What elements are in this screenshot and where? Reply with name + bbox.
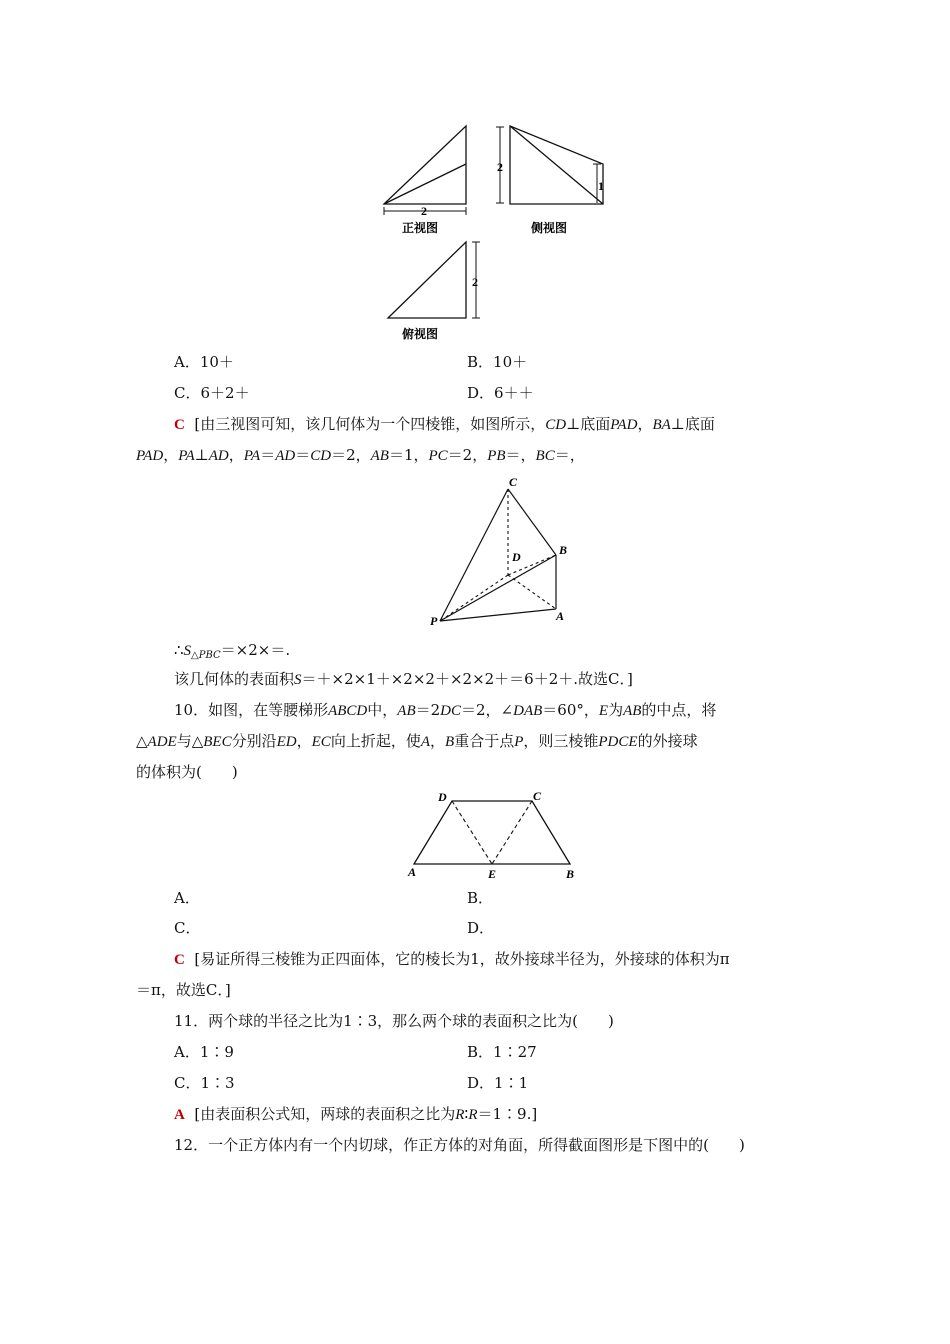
- q9-option-c: C．6＋2＋: [174, 384, 250, 402]
- q9-exp1-d: PAD: [610, 417, 638, 433]
- q11-exp-c: ∶: [464, 1105, 469, 1123]
- q9-exp1-e: ，: [637, 415, 653, 433]
- q11-exp-b: R: [455, 1107, 465, 1123]
- q10-s2-p: PDCE: [598, 734, 638, 750]
- q9-exp2-r: ＝，: [505, 446, 536, 464]
- trap-label-b: B: [566, 867, 575, 881]
- q9-exp2-m: AB: [370, 448, 389, 464]
- q10-s2-k: ，: [430, 732, 446, 750]
- q10-s2-g: ，: [296, 732, 312, 750]
- q12-stem: 12．一个正方体内有一个内切球，作正方体的对角面，所得截面图形是下图中的( ): [174, 1136, 745, 1154]
- q10-s2-q: 的外接球: [637, 732, 698, 750]
- q9-exp1-g: ⊥底面: [670, 415, 715, 433]
- q10-explanation-line2: ＝π，故选C．]: [136, 981, 231, 999]
- q10-s2-e: 分别沿: [231, 732, 277, 750]
- q10-s1-a: 10．如图，在等腰梯形: [174, 701, 329, 719]
- q9-exp2-c: PA: [178, 448, 195, 464]
- q10-s2-a: △: [136, 732, 148, 750]
- q11-exp-e: ＝1∶9.]: [477, 1105, 538, 1123]
- q11-explanation: [174, 1104, 537, 1125]
- q9-area-c: ＝×2×＝.: [220, 641, 291, 659]
- q10-exp1: [易证所得三棱锥为正四面体，它的棱长为1，故外接球半径为，外接球的体积为π: [194, 950, 730, 968]
- q10-s1-l: AB: [623, 703, 642, 719]
- pyramid-label-d: D: [512, 550, 521, 564]
- q10-s1-f: DC: [440, 703, 461, 719]
- q9-exp2-o: PC: [428, 448, 448, 464]
- q10-s1-m: 的中点，将: [641, 701, 717, 719]
- q9-exp2-g: PA: [243, 448, 261, 464]
- q9-exp2-l: ＝2，: [331, 446, 371, 464]
- q10-s2-o: ，则三棱锥: [523, 732, 599, 750]
- q9-area-b: S: [183, 643, 192, 659]
- q11-answer: A: [174, 1107, 185, 1123]
- q9-exp2-k: CD: [310, 448, 332, 464]
- q9-surface-b: S: [294, 672, 302, 688]
- q10-s2-j: A: [420, 734, 430, 750]
- q9-exp2-d: ⊥: [194, 446, 209, 464]
- q9-exp2-i: AD: [275, 448, 296, 464]
- q10-s1-e: ＝2: [415, 701, 441, 719]
- q10-option-a: A．: [174, 889, 200, 907]
- q10-s2-c: 与△: [176, 732, 204, 750]
- side-view-dim-right: 1: [598, 179, 604, 193]
- q10-option-c: C．: [174, 919, 201, 937]
- q10-s2-m: 重合于点: [454, 732, 515, 750]
- q10-s1-h: DAB: [513, 703, 543, 719]
- q11-stem: 11．两个球的半径之比为1∶3，那么两个球的表面积之比为( ): [174, 1012, 614, 1030]
- q9-surface-c: ＝＋×2×1＋×2×2＋×2×2＋＝6＋2＋.故选C．]: [301, 670, 633, 688]
- q10-s2-i: 向上折起，使: [330, 732, 421, 750]
- trap-label-a: A: [408, 865, 417, 879]
- q9-exp1-b: CD: [545, 417, 567, 433]
- q9-exp2-t: ＝，: [554, 446, 585, 464]
- trap-label-d: D: [438, 790, 447, 804]
- q9-exp2-s: BC: [535, 448, 555, 464]
- q10-s1-b: ABCD: [328, 703, 368, 719]
- top-view-dim: 2: [472, 275, 478, 289]
- trap-label-c: C: [533, 789, 542, 803]
- q9-option-a: A．10＋: [174, 353, 234, 371]
- q10-s2-f: ED: [276, 734, 297, 750]
- q11-option-c: C．1∶3: [174, 1074, 235, 1092]
- side-view-dim-left: 2: [497, 160, 503, 174]
- q11-option-d: D．1∶1: [467, 1074, 529, 1092]
- side-view-caption: 侧视图: [531, 221, 568, 235]
- q9-surface-a: 该几何体的表面积: [174, 670, 295, 688]
- pyramid-label-a: A: [556, 609, 565, 623]
- q9-exp2-b: ，: [163, 446, 179, 464]
- q9-exp1-c: ⊥底面: [566, 415, 611, 433]
- front-view-dim: 2: [421, 204, 427, 218]
- pyramid-label-b: B: [559, 543, 568, 557]
- q9-option-b: B．10＋: [467, 353, 528, 371]
- q10-s1-i: ＝60°，: [542, 701, 599, 719]
- q10-explanation-line1: [174, 949, 730, 970]
- q9-option-d: D．6＋＋: [467, 384, 534, 402]
- q10-s2-d: BEC: [203, 734, 232, 750]
- q10-s1-d: AB: [397, 703, 416, 719]
- q10-s1-g: ＝2，∠: [461, 701, 514, 719]
- q9-exp2-n: ＝1，: [388, 446, 429, 464]
- q9-exp2-a: PAD: [136, 448, 164, 464]
- q11-option-b: B．1∶27: [467, 1043, 537, 1061]
- q10-s1-j: E: [598, 703, 609, 719]
- q10-answer: C: [174, 952, 185, 968]
- q9-exp1-f: BA: [652, 417, 671, 433]
- pyramid-label-c: C: [509, 475, 518, 489]
- q10-s2-n: P: [514, 734, 524, 750]
- pyramid-label-p: P: [430, 614, 438, 628]
- q10-stem-line3: 的体积为( ): [136, 763, 238, 781]
- q11-option-a: A．1∶9: [174, 1043, 234, 1061]
- q10-option-d: D．: [467, 919, 495, 937]
- q10-s1-k: 为: [608, 701, 624, 719]
- front-view-caption: 正视图: [402, 221, 439, 235]
- q9-exp2-h: ＝: [260, 446, 276, 464]
- q11-exp-d: R: [468, 1107, 478, 1123]
- q9-exp2-j: ＝: [295, 446, 311, 464]
- q9-exp1-a: [由三视图可知，该几何体为一个四棱锥，如图所示，: [194, 415, 546, 433]
- q9-area-a: ∴: [174, 641, 184, 659]
- q9-answer: C: [174, 417, 185, 433]
- q10-s2-l: B: [445, 734, 455, 750]
- top-view-caption: 俯视图: [402, 327, 439, 341]
- q9-exp2-q: PB: [487, 448, 506, 464]
- q9-exp2-e: AD: [208, 448, 229, 464]
- q9-area-sub: △PBC: [191, 650, 221, 661]
- q9-exp2-p: ＝2，: [447, 446, 488, 464]
- q11-exp-a: [由表面积公式知，两球的表面积之比为: [194, 1105, 456, 1123]
- q10-s2-b: ADE: [147, 734, 177, 750]
- q10-s2-h: EC: [311, 734, 331, 750]
- q10-option-b: B．: [467, 889, 494, 907]
- q9-exp2-f: ，: [228, 446, 244, 464]
- trap-label-e: E: [488, 867, 497, 881]
- q10-s1-c: 中，: [367, 701, 398, 719]
